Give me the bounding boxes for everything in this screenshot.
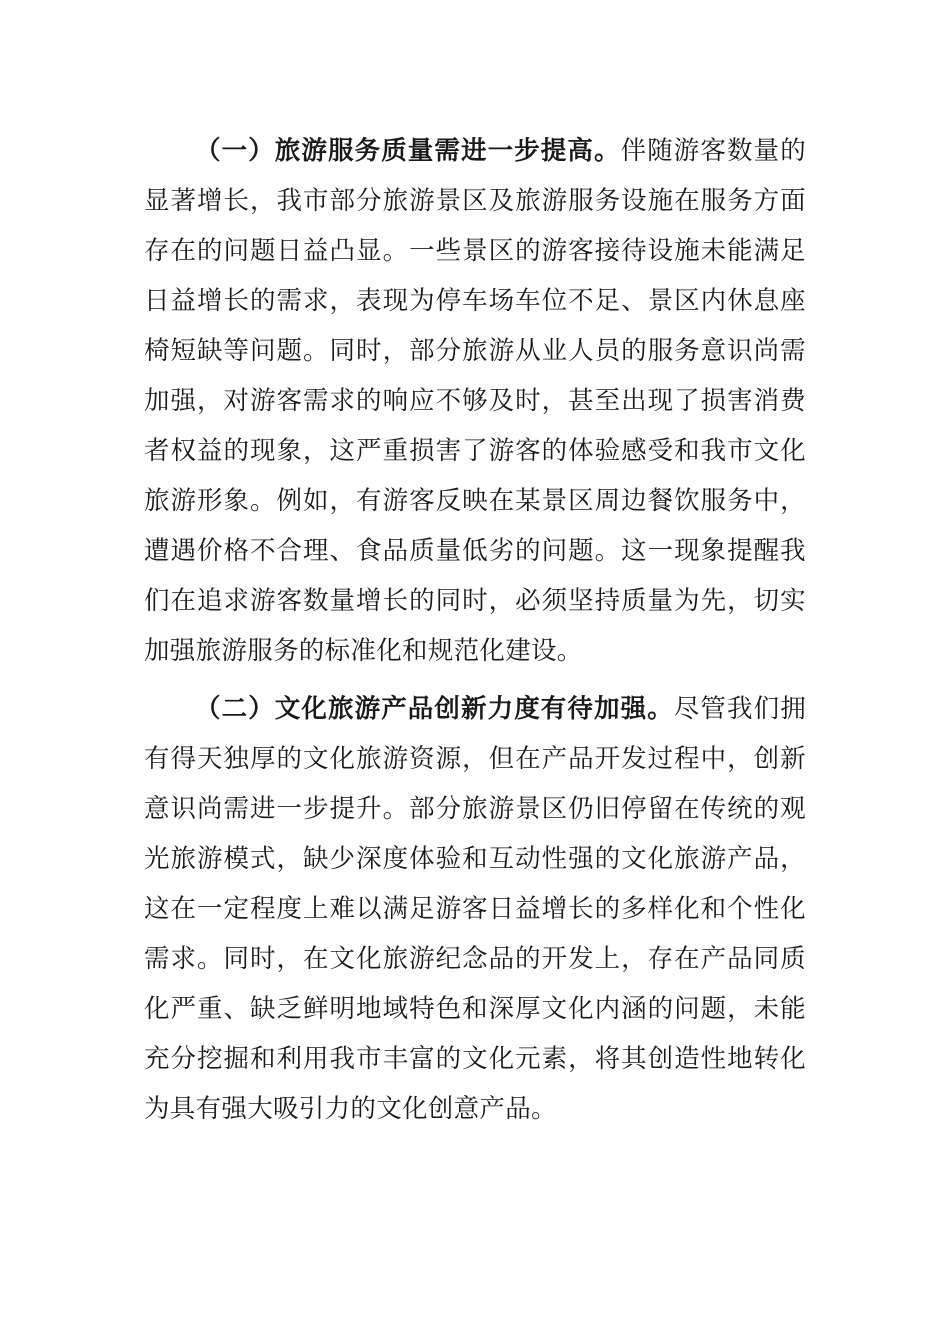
paragraph-heading: （一）旅游服务质量需进一步提高。 [195,136,621,166]
paragraph-heading: （二）文化旅游产品创新力度有待加强。 [195,694,674,724]
paragraph-text: 伴随游客数量的显著增长，我市部分旅游景区及旅游服务设施在服务方面存在的问题日益凸显。一些景区的游客接待设施未能满足日益增长的需求，表现为停车场车位不足、景区内休息座椅短缺等问题。同时，部分旅游从业人员的服务意识尚需加强，对游客需求的响应不够及时，甚至出现了损害消费者权益的现象，这严重损害了游客的体验感受和我市文化旅游形象。例如，有游客反映在某景区周边餐饮服务中，遭遇价格不合理、食品质量低劣的问题。这一现象提醒我们在追求游客数量增长的同时，必须坚持质量为先，切实加强旅游服务的标准化和规范化建设。 [144,136,806,666]
paragraph-text: 尽管我们拥有得天独厚的文化旅游资源，但在产品开发过程中，创新意识尚需进一步提升。部分旅游景区仍旧停留在传统的观光旅游模式，缺少深度体验和互动性强的文化旅游产品，这在一定程度上难以满足游客日益增长的多样化和个性化需求。同时，在文化旅游纪念品的开发上，存在产品同质化严重、缺乏鲜明地域特色和深厚文化内涵的问题，未能充分挖掘和利用我市丰富的文化元素，将其创造性地转化为具有强大吸引力的文化创意产品。 [144,694,806,1124]
paragraph-service-quality [144,126,806,676]
document-body [144,126,806,1134]
paragraph-product-innovation [144,684,806,1134]
